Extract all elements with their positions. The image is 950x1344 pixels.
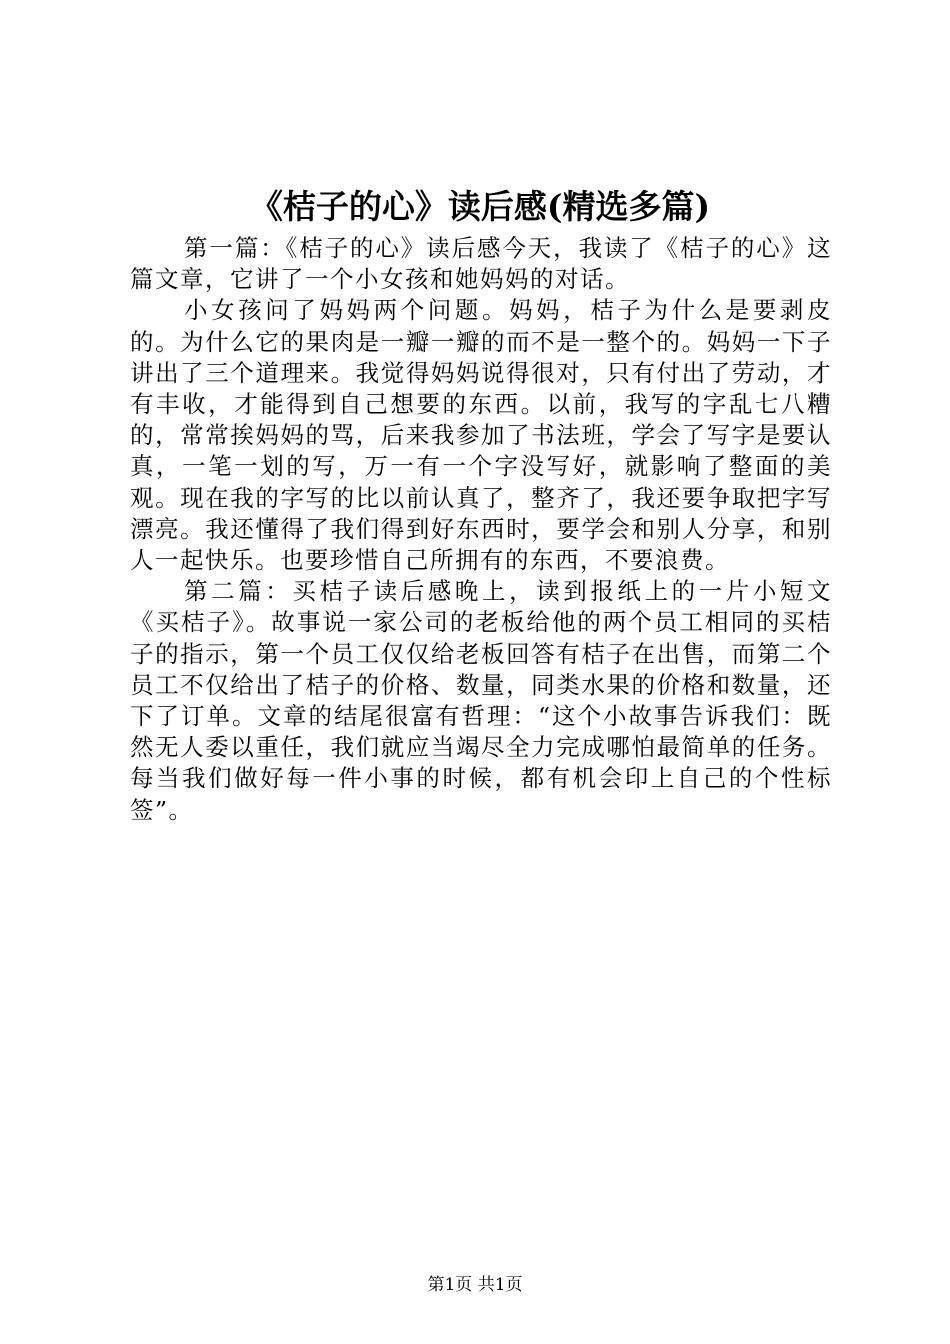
page-footer: 第1页 共1页 [427, 1275, 523, 1295]
paragraph-1: 第一篇：《桔子的心》读后感今天，我读了《桔子的心》这篇文章，它讲了一个小女孩和她妈妈的对话。 [130, 234, 832, 294]
document-title: 《桔子的心》读后感(精选多篇) [249, 187, 711, 226]
paragraph-2: 小女孩问了妈妈两个问题。妈妈，桔子为什么是要剥皮的。为什么它的果肉是一瓣一瓣的而不是一整个的。妈妈一下子讲出了三个道理来。我觉得妈妈说得很对，只有付出了劳动，才有丰收，才能得到自己想要的东西。以前，我写的字乱七八糟的，常常挨妈妈的骂，后来我参加了书法班，学会了写字是要认真，一笔一划的写，万一有一个字没写好，就影响了整面的美观。现在我的字写的比以前认真了，整齐了，我还要争取把字写漂亮。我还懂得了我们得到好东西时，要学会和别人分享，和别人一起快乐。也要珍惜自己所拥有的东西，不要浪费。 [130, 296, 832, 575]
document-body [130, 233, 832, 826]
paragraph-3: 第二篇：买桔子读后感晚上，读到报纸上的一片小短文《买桔子》。故事说一家公司的老板给他的两个员工相同的买桔子的指示，第一个员工仅仅给老板回答有桔子在出售，而第二个员工不仅给出了桔子的价格、数量，同类水果的价格和数量，还下了订单。文章的结尾很富有哲理：“这个小故事告诉我们：既然无人委以重任，我们就应当竭尽全力完成哪怕最简单的任务。每当我们做好每一件小事的时候，都有机会印上自己的个性标签”。 [130, 577, 832, 824]
